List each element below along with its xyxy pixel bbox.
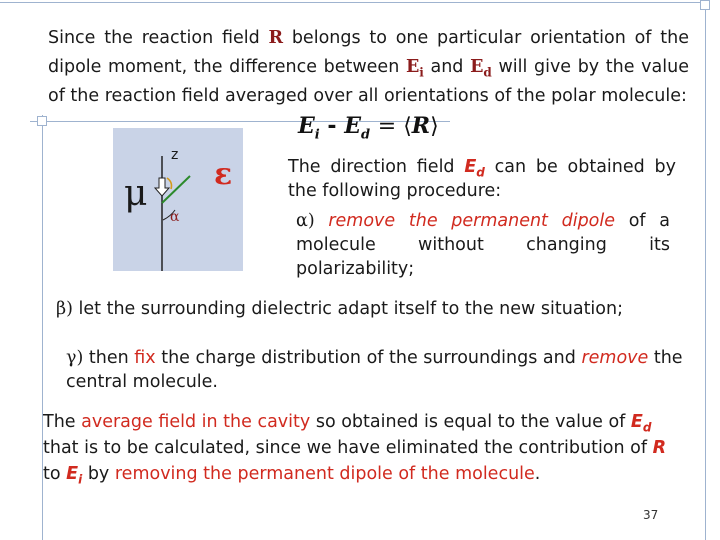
decor-square-top-right [700,0,710,10]
intro-line-2: dipole moment, the difference between $E_i$ and $E_d$ will give by the value [48,57,689,80]
removing-dipole-text: removing the permanent dipole of the molecule [114,464,535,484]
ed-symbol-right: $E_d$ [464,157,485,180]
beta-line: β) let the surrounding dielectric adapt itself to the new situation; [56,299,623,319]
epsilon-symbol: ε [214,157,233,192]
ed-symbol: $E_d$ [470,57,492,80]
intro-line-3: of the reaction field averaged over all orientations of the polar molecule: [48,86,687,106]
r-symbol-final: R [652,438,667,458]
remove-dipole-text: remove the permanent dipole [328,211,616,231]
ei-symbol-final: $E_i$ [66,464,83,487]
decor-right-line [705,0,706,540]
formula: $E_i - E_d$ = ⟨R⟩ [298,113,439,143]
average-field-text: average field in the cavity [81,412,311,432]
page-number: 37 [643,508,659,522]
gamma-line-2: central molecule. [66,372,218,392]
intro-line-1: Since the reaction field R belongs to one particular orientation of the [48,28,689,48]
mu-symbol: μ [124,173,148,214]
alpha-label: α [170,209,180,225]
right-line-4: molecule without changing its [296,235,670,255]
final-line-2: that is to be calculated, since we have eliminated the contribution of R [43,438,667,458]
decor-square-left [37,116,47,126]
mu-arrow-icon [155,178,169,196]
reaction-field-symbol: R [268,28,284,48]
angle-arc-top [167,178,172,189]
ei-symbol: $E_i$ [405,57,424,80]
right-line-3: α) remove the permanent dipole of a [296,211,670,231]
final-line-1: The average field in the cavity so obtained is equal to the value of $E_d$ [43,412,652,435]
gamma-line-1: γ) then fix the charge distribution of the surroundings and remove the [66,348,683,368]
right-line-2: the following procedure: [288,181,502,201]
final-line-3: to $E_i$ by removing the permanent dipole of the molecule. [43,464,541,487]
right-line-5: polarizability; [296,259,415,279]
z-label: z [171,147,179,163]
decor-top-line [0,2,705,3]
right-line-1: The direction field $E_d$ can be obtained by [288,157,676,180]
ed-symbol-final: $E_d$ [630,412,652,435]
